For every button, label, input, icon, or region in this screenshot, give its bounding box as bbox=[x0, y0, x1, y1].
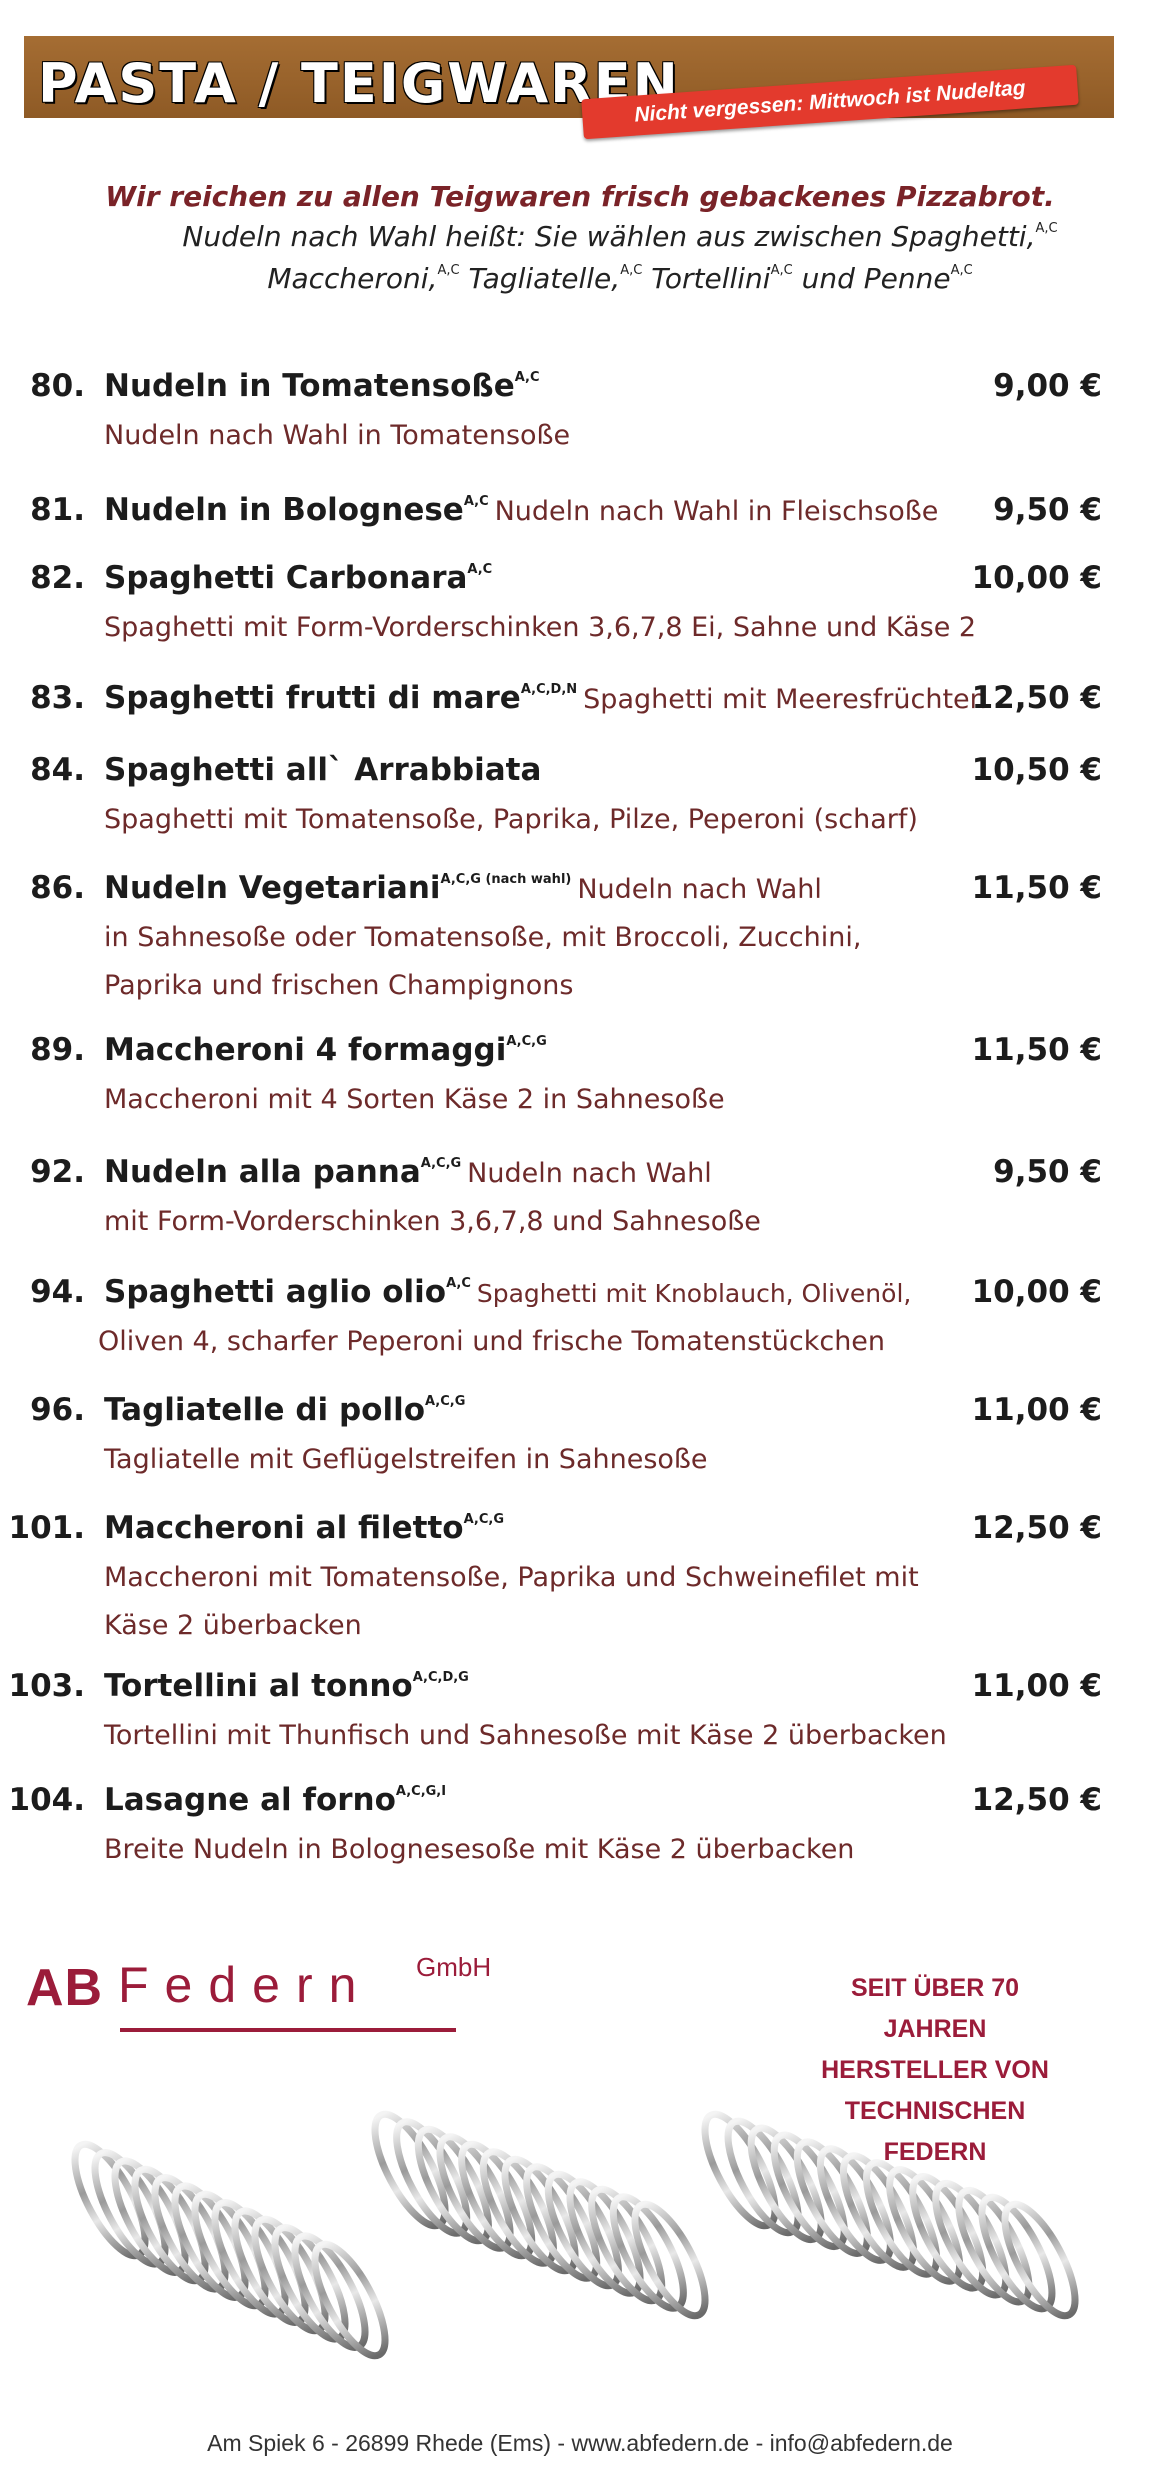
item-allergens: A,C,G,I bbox=[395, 1783, 447, 1799]
item-price: 11,50 € bbox=[971, 1032, 1102, 1068]
item-allergens: A,C,D,N bbox=[520, 681, 578, 697]
item-description: Maccheroni mit Tomatensoße, Paprika und Schweinefilet mit Käse 2 überbacken bbox=[104, 1562, 919, 1641]
coil-springs-photo bbox=[60, 2100, 1120, 2370]
item-description: Tortellini mit Thunfisch und Sahnesoße mit Käse 2 überbacken bbox=[104, 1720, 947, 1751]
item-price: 12,50 € bbox=[971, 1782, 1102, 1818]
item-name-text: Spaghetti Carbonara bbox=[104, 560, 468, 596]
item-allergens: A,C,G bbox=[420, 1155, 462, 1171]
item-name bbox=[104, 1392, 465, 1428]
item-number: 92. bbox=[30, 1154, 85, 1190]
item-inline-description: Spaghetti mit Knoblauch, Olivenöl, bbox=[476, 1279, 912, 1308]
ad-address: Am Spiek 6 - 26899 Rhede (Ems) - www.abfedern.de - info@abfedern.de bbox=[207, 2430, 953, 2456]
item-description: Breite Nudeln in Bolognesesoße mit Käse 2 überbacken bbox=[104, 1834, 855, 1865]
item-price: 9,00 € bbox=[993, 368, 1102, 404]
allergen-sup: A,C bbox=[620, 262, 643, 278]
item-number: 83. bbox=[30, 680, 85, 716]
item-inline-description: Nudeln nach Wahl bbox=[467, 1158, 712, 1189]
item-name bbox=[104, 1032, 547, 1068]
item-name bbox=[104, 1274, 911, 1310]
item-allergens: A,C,G bbox=[463, 1511, 504, 1527]
ad-logo-underline bbox=[120, 2028, 456, 2032]
item-price: 11,00 € bbox=[971, 1668, 1102, 1704]
item-name bbox=[104, 752, 541, 788]
item-price: 11,00 € bbox=[971, 1392, 1102, 1428]
item-description: mit Form-Vorderschinken 3,6,7,8 und Sahnesoße bbox=[104, 1206, 761, 1237]
item-price: 10,00 € bbox=[971, 560, 1102, 596]
item-name-text: Nudeln Vegetariani bbox=[104, 870, 441, 906]
item-description: in Sahnesoße oder Tomatensoße, mit Broccoli, Zucchini, Paprika und frischen Champignons bbox=[104, 922, 862, 1001]
item-name bbox=[104, 1782, 446, 1818]
ad-tagline-line: HERSTELLER VON bbox=[821, 2056, 1049, 2084]
item-description: Spaghetti mit Form-Vorderschinken 3,6,7,8 Ei, Sahne und Käse 2 bbox=[104, 612, 977, 643]
allergen-sup: A,C bbox=[437, 262, 460, 278]
item-allergens: A,C,G bbox=[506, 1033, 547, 1049]
item-name-text: Lasagne al forno bbox=[104, 1782, 396, 1818]
ad-logo-suffix: GmbH bbox=[416, 1952, 492, 1982]
allergen-sup: A,C bbox=[770, 262, 793, 278]
item-name bbox=[104, 870, 822, 906]
item-inline-description: Nudeln nach Wahl in Fleischsoße bbox=[494, 496, 939, 527]
item-inline-description: Nudeln nach Wahl bbox=[577, 874, 822, 905]
item-name bbox=[104, 1154, 712, 1190]
item-name bbox=[104, 560, 492, 596]
item-description: Oliven 4, scharfer Peperoni und frische Tomatenstückchen bbox=[98, 1326, 886, 1357]
item-allergens: A,C,D,G bbox=[412, 1669, 469, 1685]
ad-tagline-line: SEIT ÜBER 70 bbox=[850, 1974, 1020, 2002]
item-name bbox=[104, 368, 540, 404]
item-description: Spaghetti mit Tomatensoße, Paprika, Pilze, Peperoni (scharf) bbox=[104, 804, 918, 835]
ad-tagline-line: TECHNISCHEN bbox=[844, 2097, 1026, 2125]
item-allergens: A,C bbox=[463, 493, 489, 509]
item-price: 9,50 € bbox=[993, 492, 1102, 528]
item-description: Maccheroni mit 4 Sorten Käse 2 in Sahnesoße bbox=[104, 1084, 725, 1115]
item-number: 101. bbox=[8, 1510, 85, 1546]
item-name-text: Spaghetti all` Arrabbiata bbox=[104, 752, 542, 788]
item-name-text: Tortellini al tonno bbox=[104, 1668, 413, 1704]
item-price: 11,50 € bbox=[971, 870, 1102, 906]
ad-logo-name: Federn bbox=[118, 1957, 373, 2013]
item-inline-description: Spaghetti mit Meeresfrüchten bbox=[583, 684, 987, 715]
advertisement bbox=[0, 1910, 1160, 2480]
item-number: 84. bbox=[30, 752, 85, 788]
item-allergens: A,C,G (nach wahl) bbox=[440, 871, 572, 887]
intro-line-2 bbox=[40, 262, 1160, 295]
nudeltag-ribbon: Nicht vergessen: Mittwoch ist Nudeltag bbox=[581, 65, 1079, 140]
item-name bbox=[104, 1510, 504, 1546]
item-name-text: Nudeln in Tomatensoße bbox=[104, 368, 515, 404]
item-name bbox=[104, 1668, 469, 1704]
item-price: 9,50 € bbox=[993, 1154, 1102, 1190]
item-number: 86. bbox=[30, 870, 85, 906]
item-allergens: A,C bbox=[467, 561, 493, 577]
item-allergens: A,C bbox=[446, 1275, 471, 1291]
item-number: 96. bbox=[30, 1392, 85, 1428]
item-description: Nudeln nach Wahl in Tomatensoße bbox=[104, 420, 571, 451]
item-name-text: Nudeln alla panna bbox=[104, 1154, 421, 1190]
allergen-sup: A,C bbox=[950, 262, 973, 278]
item-name-text: Spaghetti frutti di mare bbox=[104, 680, 521, 716]
item-price: 10,50 € bbox=[971, 752, 1102, 788]
item-description: Tagliatelle mit Geflügelstreifen in Sahnesoße bbox=[104, 1444, 708, 1475]
item-name-text: Maccheroni 4 formaggi bbox=[104, 1032, 507, 1068]
item-name-text: Maccheroni al filetto bbox=[104, 1510, 464, 1546]
item-allergens: A,C,G bbox=[425, 1393, 466, 1409]
item-name-text: Nudeln in Bolognese bbox=[104, 492, 464, 528]
item-name-text: Tagliatelle di pollo bbox=[104, 1392, 425, 1428]
intro-line-2-text: Tagliatelle, bbox=[459, 262, 621, 295]
section-title: PASTA / TEIGWAREN bbox=[38, 52, 680, 115]
item-name bbox=[104, 680, 987, 716]
item-price: 12,50 € bbox=[971, 1510, 1102, 1546]
intro-line-2-text: und Penne bbox=[792, 262, 951, 295]
allergen-sup: A,C bbox=[1035, 220, 1058, 236]
item-allergens: A,C bbox=[514, 369, 540, 385]
intro-line-1 bbox=[40, 220, 1160, 253]
ad-tagline-line: FEDERN bbox=[883, 2138, 987, 2166]
item-name bbox=[104, 492, 938, 528]
item-number: 103. bbox=[8, 1668, 85, 1704]
item-number: 80. bbox=[30, 368, 85, 404]
item-price: 12,50 € bbox=[971, 680, 1102, 716]
intro-line-2-text: Tortellini bbox=[642, 262, 771, 295]
spring-coils bbox=[61, 2105, 1088, 2365]
ad-logo-ab: AB bbox=[26, 1959, 104, 2017]
ad-tagline-line: JAHREN bbox=[883, 2015, 987, 2043]
intro-line-2-text: Maccheroni, bbox=[267, 262, 438, 295]
intro-line-1-text: Nudeln nach Wahl heißt: Sie wählen aus zwischen Spaghetti, bbox=[182, 220, 1036, 253]
item-number: 82. bbox=[30, 560, 85, 596]
item-number: 89. bbox=[30, 1032, 85, 1068]
item-number: 94. bbox=[30, 1274, 85, 1310]
item-name-text: Spaghetti aglio olio bbox=[104, 1274, 447, 1310]
item-number: 104. bbox=[8, 1782, 85, 1818]
intro-highlight: Wir reichen zu allen Teigwaren frisch gebackenes Pizzabrot. bbox=[105, 180, 1055, 213]
item-price: 10,00 € bbox=[971, 1274, 1102, 1310]
item-number: 81. bbox=[30, 492, 85, 528]
